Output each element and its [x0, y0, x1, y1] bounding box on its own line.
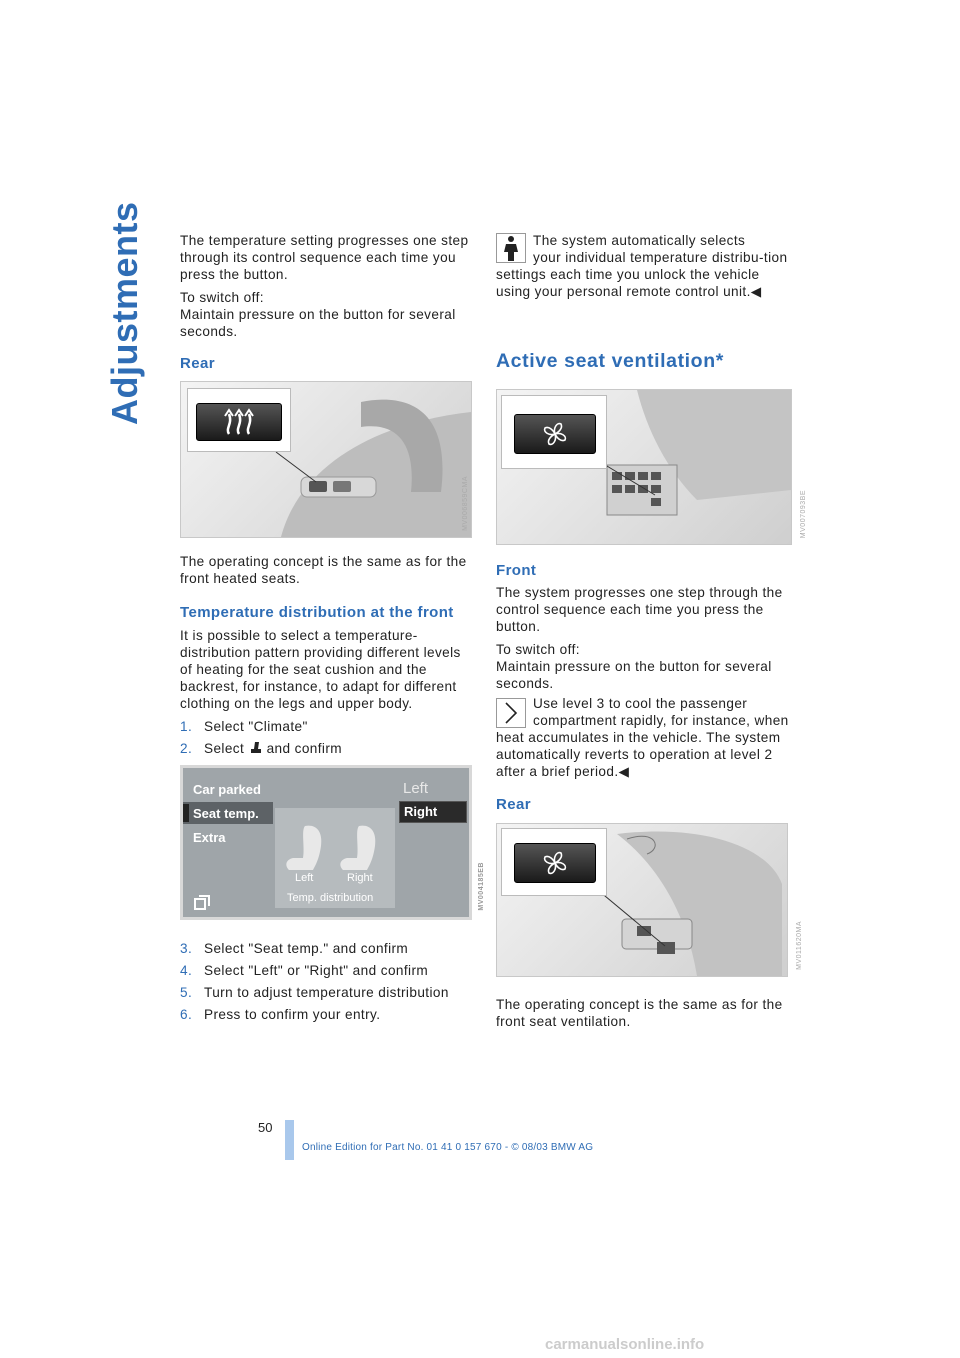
paragraph: Use level 3 to cool the passenger compartment rapidly, for instance, when heat accumulates in the vehicle. The system automatically reverts to operation at level 2 after a brief period.◀: [496, 696, 789, 779]
selection-marker: [183, 804, 189, 822]
right-column-note: [496, 232, 790, 306]
button-inset: [501, 395, 607, 469]
paragraph: The temperature setting progresses one step through its control sequence each time you press the button.: [180, 233, 469, 282]
page-number: 50: [258, 1120, 273, 1135]
seat-heating-button: [196, 403, 282, 441]
paragraph: The operating concept is the same as for the front seat ventilation.: [496, 997, 783, 1029]
paragraph: It is possible to select a temperature-distribution pattern providing different levels of heating for the seat cushion and the backrest, for instance, to adapt for different clothing on the legs and upper body.: [180, 628, 461, 711]
right-column-tip: [496, 695, 790, 786]
button-inset: [501, 828, 607, 896]
panel-title: Temp. distribution: [287, 892, 374, 904]
steps-list: [180, 718, 474, 757]
paragraph: The system automatically selects your individual temperature distribu-tion settings each time you unlock the vehicle using your personal remote control unit.◀: [496, 233, 788, 299]
menu-item-seat-temp: Seat temp.: [193, 806, 259, 821]
left-column-steps: [180, 940, 474, 1028]
left-column: [180, 232, 474, 346]
seat-label-right: Right: [347, 872, 373, 884]
seat-icon: [248, 741, 262, 755]
fan-icon: [515, 415, 595, 453]
option-right-selected: Right: [399, 801, 467, 823]
footer-edition-text: Online Edition for Part No. 01 41 0 157 670 - © 08/03 BMW AG: [302, 1142, 594, 1153]
watermark: carmanualsonline.info: [545, 1336, 705, 1353]
ventilation-button: [514, 414, 596, 454]
list-item: 2. Select and confirm: [180, 741, 342, 756]
heading-rear-ventilation: Rear: [496, 796, 531, 813]
rear-ventilation-figure: [496, 823, 803, 977]
side-section-title: [100, 201, 146, 430]
list-item: 5. Turn to adjust temperature distribution: [180, 985, 449, 1000]
paragraph: To switch off: Maintain pressure on the button for several seconds.: [180, 290, 456, 339]
heading-front: Front: [496, 562, 537, 579]
temp-distribution-panel: [275, 808, 395, 908]
figure-code: MV007093BE: [800, 489, 807, 538]
heading-active-seat-ventilation: Active seat ventilation*: [496, 350, 724, 372]
right-column-rear: [496, 996, 790, 1036]
rear-seat-heating-figure: [180, 381, 472, 538]
figure-code: MV004185EB: [478, 862, 485, 911]
menu-item-extra: Extra: [193, 830, 226, 845]
left-column-dist: [180, 627, 474, 762]
heading-temperature-distribution: Temperature distribution at the front: [180, 604, 454, 621]
footer-accent-bar: [285, 1120, 294, 1160]
list-item: 6. Press to confirm your entry.: [180, 1007, 381, 1022]
option-left: Left: [403, 780, 429, 797]
back-icon: [193, 894, 211, 912]
steps-list: [180, 940, 474, 1023]
paragraph: To switch off: Maintain pressure on the button for several seconds.: [496, 642, 772, 691]
fan-icon: [515, 844, 595, 882]
list-item: 3. Select "Seat temp." and confirm: [180, 941, 409, 956]
control-display-screen: [180, 765, 485, 920]
seat-label-left: Left: [295, 872, 314, 884]
menu-item-car-parked: Car parked: [193, 782, 261, 797]
left-column-cont: [180, 553, 474, 593]
button-inset: [187, 388, 291, 452]
right-column-front: [496, 584, 790, 698]
list-item: 4. Select "Left" or "Right" and confirm: [180, 963, 429, 978]
front-ventilation-figure: [496, 389, 807, 545]
figure-code: MV006859CMA: [462, 476, 469, 531]
paragraph: The system progresses one step through the control sequence each time you press the button.: [496, 585, 783, 634]
section-title-text: Adjustments: [104, 201, 145, 425]
seat-diagrams: [275, 816, 395, 886]
ventilation-button: [514, 843, 596, 883]
figure-code: MV011620MA: [796, 921, 803, 970]
heading-rear: Rear: [180, 355, 215, 372]
paragraph: The operating concept is the same as for the front heated seats.: [180, 554, 467, 586]
heat-waves-icon: [197, 404, 281, 440]
list-item: 1. Select "Climate": [180, 719, 308, 734]
